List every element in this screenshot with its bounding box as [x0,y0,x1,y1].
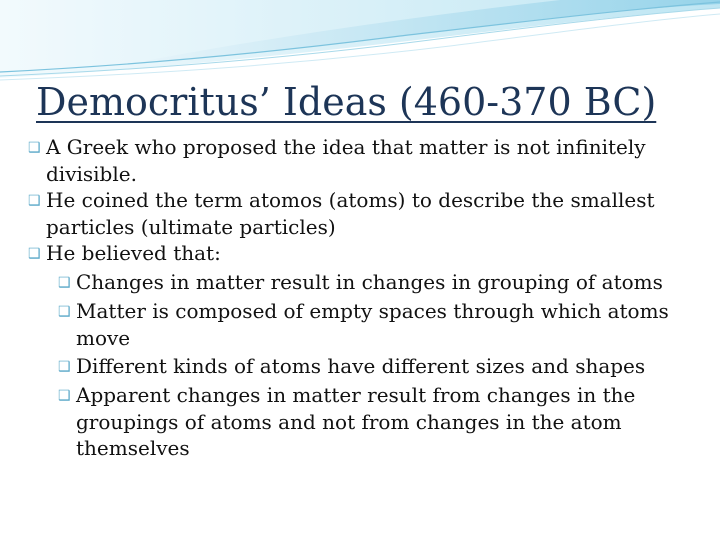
bullet-text: He believed that: [46,241,221,265]
bullet-marker-icon: ❑ [58,304,71,320]
bullet-text: Matter is composed of empty spaces through which atoms move [76,299,669,350]
sub-bullet-item [28,353,708,380]
bullet-marker-icon: ❑ [28,246,41,262]
bullet-text: He coined the term atomos (atoms) to describe the smallest particles (ultimate particles) [46,188,655,239]
bullet-item [28,240,708,267]
slide-title: Democritus’ Ideas (460-370 BC) [36,80,657,124]
decorative-wave-banner [0,0,720,90]
sub-bullet-item [28,298,708,351]
bullet-text: Changes in matter result in changes in grouping of atoms [76,270,663,294]
bullet-marker-icon: ❑ [58,359,71,375]
bullet-text: Apparent changes in matter result from changes in the groupings of atoms and not from changes in the atom themselves [76,383,636,460]
bullet-marker-icon: ❑ [58,275,71,291]
bullet-item [28,187,708,240]
sub-bullet-item [28,269,708,296]
bullet-text: Different kinds of atoms have different sizes and shapes [76,354,646,378]
bullet-list [28,134,708,461]
sub-bullet-item [28,382,708,461]
bullet-item [28,134,708,187]
bullet-text: A Greek who proposed the idea that matter is not infinitely divisible. [46,135,646,186]
bullet-marker-icon: ❑ [58,388,71,404]
bullet-marker-icon: ❑ [28,193,41,209]
bullet-marker-icon: ❑ [28,140,41,156]
